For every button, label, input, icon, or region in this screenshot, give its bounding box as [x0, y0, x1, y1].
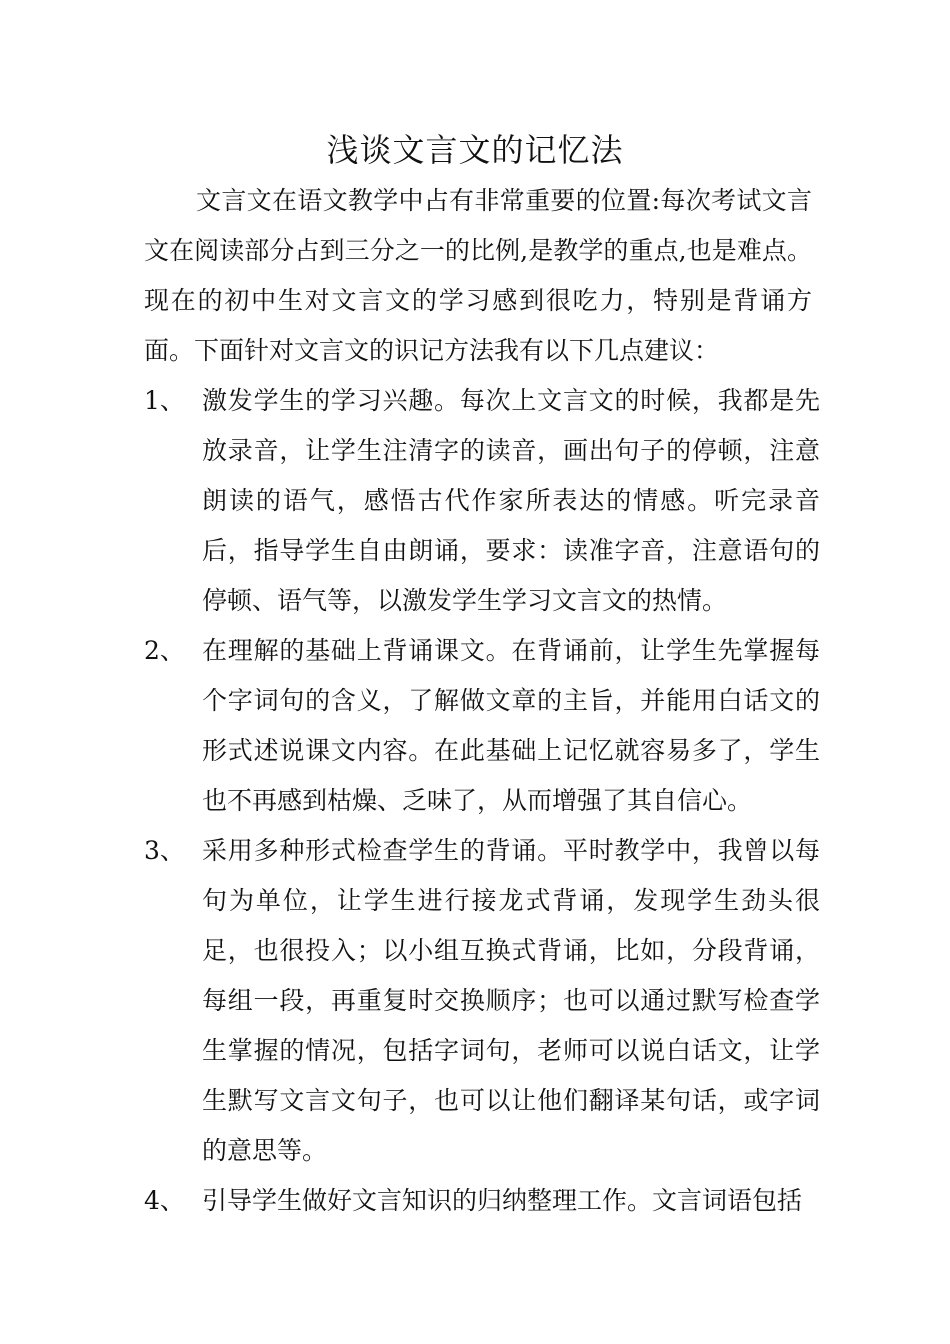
list-item: [144, 626, 820, 826]
list-item: [144, 826, 820, 1176]
list-item: [144, 1176, 820, 1226]
suggestion-list: [144, 376, 820, 1226]
list-item-text: 引导学生做好文言知识的归纳整理工作。文言词语包括: [202, 1186, 803, 1215]
list-item: [144, 376, 820, 626]
list-item-number: 3、: [144, 836, 185, 865]
list-item-text: 激发学生的学习兴趣。每次上文言文的时候，我都是先放录音，让学生注清字的读音，画出句子的停顿，注意朗读的语气，感悟古代作家所表达的情感。听完录音后，指导学生自由朗诵，要求：读准字音，注意语句的停顿、语气等，以激发学生学习文言文的热情。: [202, 386, 820, 615]
list-item-number: 1、: [144, 386, 185, 415]
list-item-number: 2、: [144, 636, 185, 665]
list-item-text: 在理解的基础上背诵课文。在背诵前，让学生先掌握每个字词句的含义，了解做文章的主旨，并能用白话文的形式述说课文内容。在此基础上记忆就容易多了，学生也不再感到枯燥、乏味了，从而增强了其自信心。: [202, 636, 820, 815]
intro-paragraph: 文言文在语文教学中占有非常重要的位置:每次考试文言文在阅读部分占到三分之一的比例,是教学的重点,也是难点。现在的初中生对文言文的学习感到很吃力，特别是背诵方面。下面针对文言文的识记方法我有以下几点建议：: [144, 186, 812, 365]
list-item-number: 4、: [144, 1186, 185, 1215]
list-item-text: 采用多种形式检查学生的背诵。平时教学中，我曾以每句为单位，让学生进行接龙式背诵，发现学生劲头很足，也很投入；以小组互换式背诵，比如，分段背诵，每组一段，再重复时交换顺序；也可以通过默写检查学生掌握的情况，包括字词句，老师可以说白话文，让学生默写文言文句子，也可以让他们翻译某句话，或字词的意思等。: [202, 836, 820, 1165]
document-title: 浅谈文言文的记忆法: [326, 131, 624, 169]
